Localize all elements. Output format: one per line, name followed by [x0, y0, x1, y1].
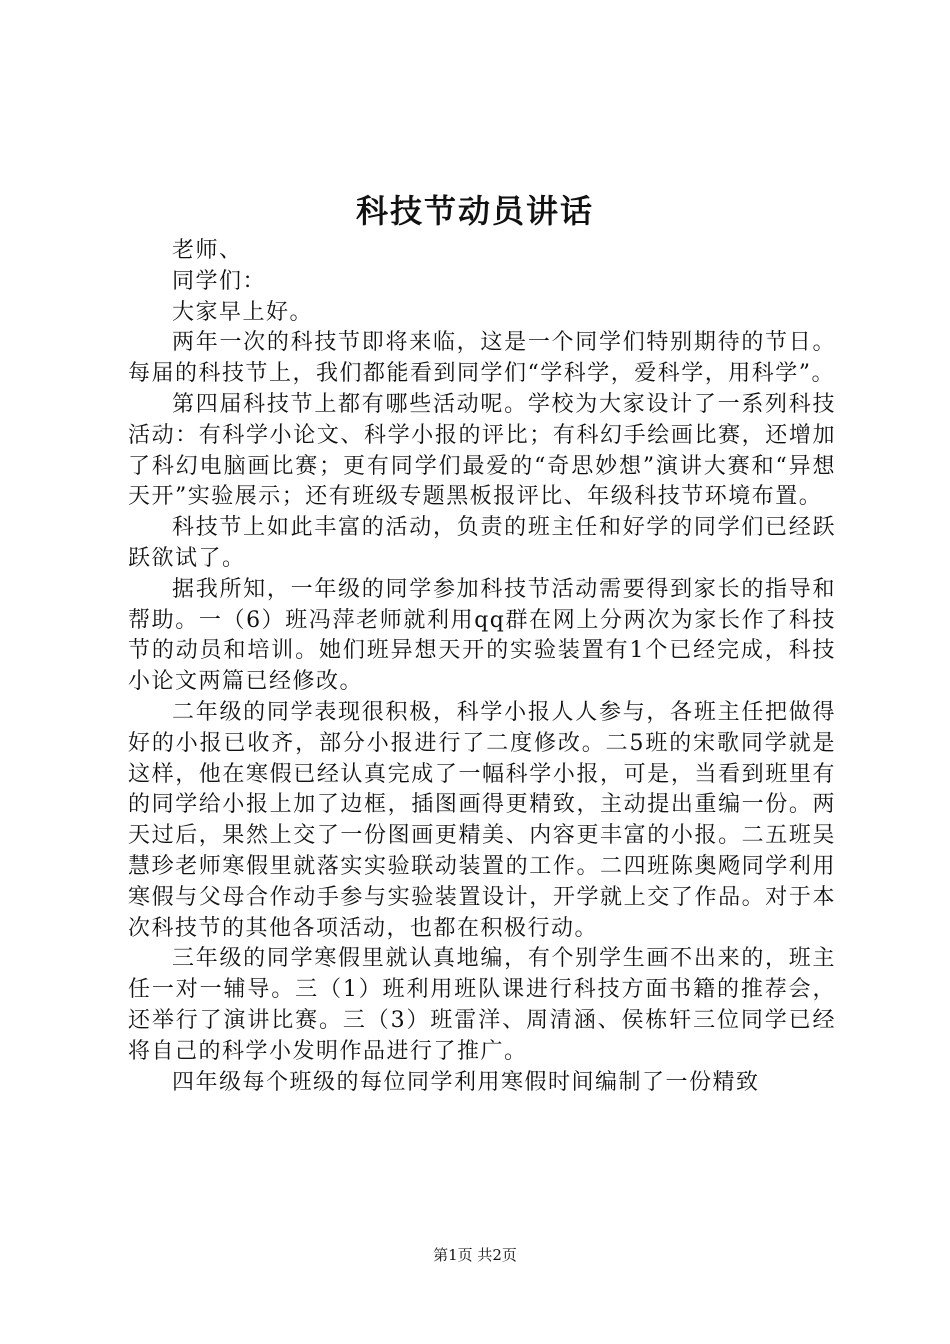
document-body — [128, 236, 836, 1098]
paragraph: 老师、 — [172, 238, 243, 263]
paragraph: 三年级的同学寒假里就认真地编，有个别学生画不出来的，班主任一对一辅导。三（1）班利用班队课进行科技方面书籍的推荐会，还举行了演讲比赛。三（3）班雷洋、周清涵、侯栋轩三位同学已经将自己的科学小发明作品进行了推广。 — [128, 946, 836, 1064]
paragraph: 大家早上好。 — [172, 299, 314, 325]
paragraph: 同学们： — [172, 268, 267, 294]
paragraph: 四年级每个班级的每位同学利用寒假时间编制了一份精致 — [172, 1069, 760, 1095]
document-title: 科技节动员讲话 — [355, 192, 594, 230]
paragraph: 科技节上如此丰富的活动，负责的班主任和好学的同学们已经跃跃欲试了。 — [128, 515, 836, 571]
paragraph: 两年一次的科技节即将来临，这是一个同学们特别期待的节日。每届的科技节上，我们都能看到同学们“学科学，爱科学，用科学”。 — [128, 330, 836, 387]
paragraph: 二年级的同学表现很积极，科学小报人人参与，各班主任把做得好的小报已收齐，部分小报进行了二度修改。二5班的宋歌同学就是这样，他在寒假已经认真完成了一幅科学小报，可是，当看到班里有的同学给小报上加了边框，插图画得更精致，主动提出重编一份。两天过后，果然上交了一份图画更精美、内容更丰富的小报。二五班吴慧珍老师寒假里就落实实验联动装置的工作。二四班陈奥飏同学利用寒假与父母合作动手参与实验装置设计，开学就上交了作品。对于本次科技节的其他各项活动，也都在积极行动。 — [128, 699, 836, 941]
paragraph: 据我所知，一年级的同学参加科技节活动需要得到家长的指导和帮助。一（6）班冯萍老师就利用qq群在网上分两次为家长作了科技节的动员和培训。她们班异想天开的实验装置有1个已经完成，科技小论文两篇已经修改。 — [128, 576, 836, 695]
page-footer: 第1页 共2页 — [433, 1246, 517, 1264]
paragraph: 第四届科技节上都有哪些活动呢。学校为大家设计了一系列科技活动：有科学小论文、科学小报的评比；有科幻手绘画比赛，还增加了科幻电脑画比赛；更有同学们最爱的“奇思妙想”演讲大赛和“异想天开”实验展示；还有班级专题黑板报评比、年级科技节环境布置。 — [128, 391, 836, 510]
